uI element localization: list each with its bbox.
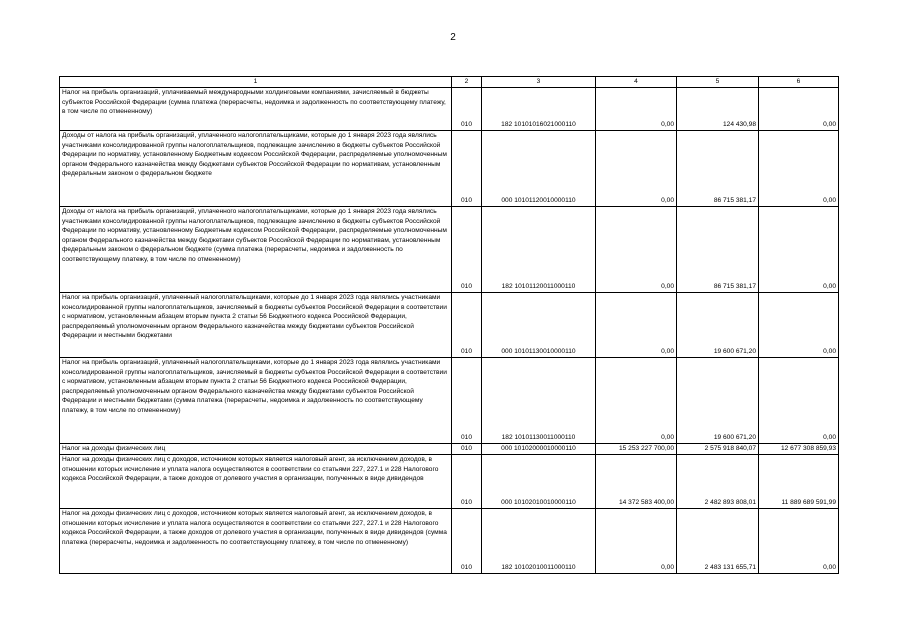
table-row bbox=[60, 293, 839, 358]
row-value-col6: 0,00 bbox=[823, 434, 836, 441]
row-code: 010 bbox=[460, 348, 472, 355]
row-value-col5: 19 600 671,20 bbox=[713, 434, 756, 441]
table-row bbox=[60, 455, 839, 509]
row-code: 010 bbox=[460, 283, 472, 290]
row-value-col4: 0,00 bbox=[661, 434, 674, 441]
table-row bbox=[60, 131, 839, 207]
row-value-col6: 0,00 bbox=[823, 197, 836, 204]
row-code: 010 bbox=[460, 121, 472, 128]
row-code: 010 bbox=[460, 197, 472, 204]
row-kbk: 000 10102010010000110 bbox=[501, 499, 576, 506]
row-value-col4: 0,00 bbox=[661, 121, 674, 128]
row-kbk: 000 10101120010000110 bbox=[501, 197, 576, 204]
row-description: Налог на доходы физических лиц с доходов, источником которых является налоговый агент, за исключением доходов, в отношении которых исчисление и уплата налога осуществляются в соответствии со статьями 227, 227.1 и 228 Налогового кодекса Российской Федерации, а также доходов от долевого участия в организации, полученных в виде дивидендов bbox=[60, 455, 452, 509]
column-header: 2 bbox=[452, 77, 482, 88]
table-row bbox=[60, 207, 839, 293]
table-row bbox=[60, 509, 839, 574]
table-row bbox=[60, 444, 839, 455]
row-value-col5: 124 430,98 bbox=[722, 121, 756, 128]
row-kbk: 182 10102010011000110 bbox=[501, 564, 576, 571]
row-value-col5: 2 482 893 808,01 bbox=[704, 499, 756, 506]
column-header: 4 bbox=[596, 77, 677, 88]
table-row bbox=[60, 358, 839, 444]
column-header: 3 bbox=[482, 77, 596, 88]
row-value-col4: 15 253 227 700,00 bbox=[618, 445, 674, 452]
row-code: 010 bbox=[460, 445, 472, 452]
row-value-col5: 2 575 918 840,07 bbox=[704, 445, 756, 452]
row-value-col6: 0,00 bbox=[823, 121, 836, 128]
row-description: Налог на прибыль организаций, уплаченный налогоплательщиками, которые до 1 января 2023 года являлись участниками консолидированной группы налогоплательщиков, зачисляемый в бюджеты субъектов Российской Федерации в соответствии с нормативом, установленным абзацем вторым пункта 2 статьи 56 Бюджетного кодекса Российской Федерации, распределяемый уполномоченным органом Федерального казначейства между бюджетами субъектов Российской Федерации и местными бюджетами bbox=[60, 293, 452, 358]
row-description: Налог на прибыль организаций, уплаченный налогоплательщиками, которые до 1 января 2023 года являлись участниками консолидированной группы налогоплательщиков, зачисляемый в бюджеты субъектов Российской Федерации в соответствии с нормативом, установленным абзацем вторым пункта 2 статьи 56 Бюджетного кодекса Российской Федерации, распределяемый уполномоченным органом Федерального казначейства между бюджетами субъектов Российской Федерации и местными бюджетами (сумма платежа (перерасчеты, недоимка и задолженность по соответствующему платежу, в том числе по отмененному) bbox=[60, 358, 452, 444]
row-description: Доходы от налога на прибыль организаций, уплаченного налогоплательщиками, которые до 1 января 2023 года являлись участниками консолидированной группы налогоплательщиков, подлежащие зачислению в бюджеты субъектов Российской Федерации по нормативу, установленному Бюджетным кодексом Российской Федерации, распределяемые уполномоченным органом Федерального казначейства между бюджетами субъектов Российской Федерации по нормативам, установленным федеральным законом о федеральном бюджете bbox=[60, 131, 452, 207]
column-number-header-row bbox=[60, 77, 839, 88]
table-row bbox=[60, 88, 839, 131]
row-code: 010 bbox=[460, 564, 472, 571]
row-code: 010 bbox=[460, 434, 472, 441]
row-description: Доходы от налога на прибыль организаций, уплаченного налогоплательщиками, которые до 1 января 2023 года являлись участниками консолидированной группы налогоплательщиков, подлежащие зачислению в бюджеты субъектов Российской Федерации по нормативу, установленному Бюджетным кодексом Российской Федерации, распределяемые уполномоченным органом Федерального казначейства между бюджетами субъектов Российской Федерации по нормативам, установленным федеральным законом о федеральном бюджете (сумма платежа (перерасчеты, недоимка и задолженность по соответствующему платежу, в том числе по отмененному) bbox=[60, 207, 452, 293]
row-value-col4: 0,00 bbox=[661, 197, 674, 204]
row-value-col6: 12 677 308 859,93 bbox=[780, 445, 836, 452]
row-code: 010 bbox=[460, 499, 472, 506]
page-number: 2 bbox=[450, 32, 456, 43]
column-header: 5 bbox=[677, 77, 759, 88]
revenue-report-table bbox=[59, 76, 839, 574]
row-value-col4: 14 372 583 400,00 bbox=[618, 499, 674, 506]
row-value-col4: 0,00 bbox=[661, 283, 674, 290]
row-value-col6: 11 889 689 591,99 bbox=[781, 499, 836, 506]
row-value-col5: 86 715 381,17 bbox=[713, 197, 756, 204]
row-kbk: 000 10101130010000110 bbox=[501, 348, 576, 355]
row-description: Налог на прибыль организаций, уплачиваемый международными холдинговыми компаниями, зачисляемый в бюджеты субъектов Российской Федерации (сумма платежа (перерасчеты, недоимка и задолженность по соответствующему платежу, в том числе по отмененному) bbox=[60, 88, 452, 131]
row-value-col5: 2 483 131 655,71 bbox=[704, 564, 756, 571]
row-value-col6: 0,00 bbox=[823, 348, 836, 355]
row-kbk: 000 10102000010000110 bbox=[501, 445, 576, 452]
column-header: 1 bbox=[60, 77, 452, 88]
row-kbk: 182 10101130011000110 bbox=[501, 434, 576, 441]
row-value-col4: 0,00 bbox=[661, 564, 674, 571]
row-description: Налог на доходы физических лиц bbox=[60, 444, 452, 455]
row-value-col5: 86 715 381,17 bbox=[713, 283, 756, 290]
row-value-col4: 0,00 bbox=[661, 348, 674, 355]
row-value-col6: 0,00 bbox=[823, 283, 836, 290]
row-value-col5: 19 600 671,20 bbox=[713, 348, 756, 355]
column-header: 6 bbox=[759, 77, 839, 88]
row-value-col6: 0,00 bbox=[823, 564, 836, 571]
row-kbk: 182 10101120011000110 bbox=[501, 283, 576, 290]
row-description: Налог на доходы физических лиц с доходов, источником которых является налоговый агент, за исключением доходов, в отношении которых исчисление и уплата налога осуществляются в соответствии со статьями 227, 227.1 и 228 Налогового кодекса Российской Федерации, а также доходов от долевого участия в организации, полученных в виде дивидендов (сумма платежа (перерасчеты, недоимка и задолженность по соответствующему платежу, в том числе по отмененному) bbox=[60, 509, 452, 574]
row-kbk: 182 10101016021000110 bbox=[501, 121, 576, 128]
